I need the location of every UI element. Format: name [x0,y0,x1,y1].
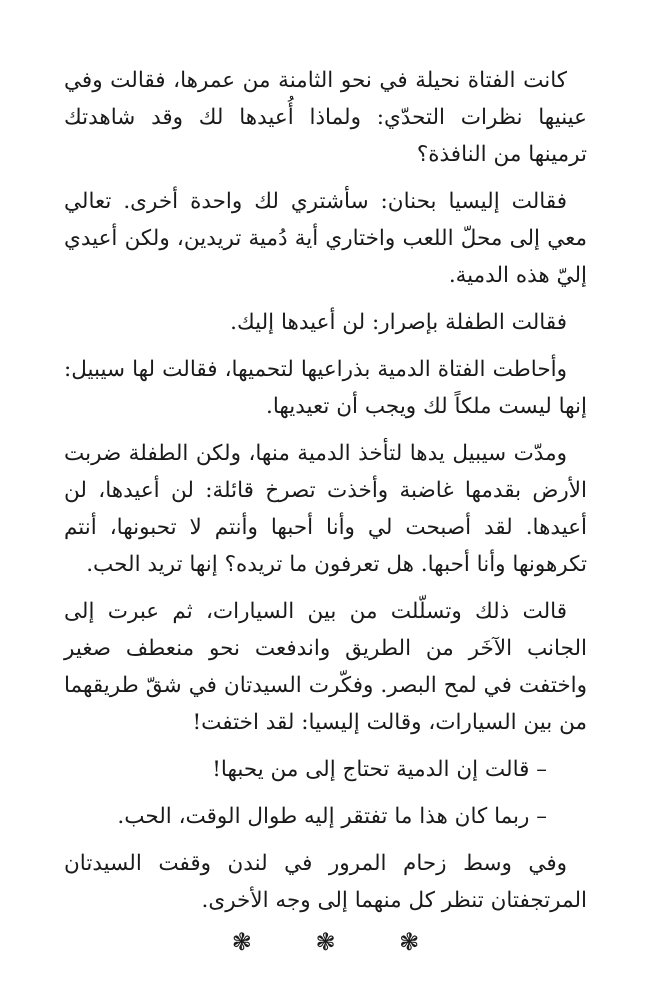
paragraph: قالت ذلك وتسلّلت من بين السيارات، ثم عبرت إلى الجانب الآخَر من الطريق واندفعت نحو منعطف صغير واختفت في لمح البصر. وفكّرت السيدتان في شقّ طريقهما من بين السيارات، وقالت إليسيا: لقد اختفت! [64,599,587,735]
paragraph: فقالت إليسيا بحنان: سأشتري لك واحدة أخرى. تعالي معي إلى محلّ اللعب واختاري أية دُمية تريدين، ولكن أعيدي إليّ هذه الدمية. [64,189,587,288]
dialog-line: – ربما كان هذا ما تفتقر إليه طوال الوقت، الحب. [117,804,547,829]
dialog-line: – قالت إن الدمية تحتاج إلى من يحبها! [212,757,547,782]
paragraph: كانت الفتاة نحيلة في نحو الثامنة من عمرها، فقالت وفي عينيها نظرات التحدّي: ولماذا أُعيدها لك وقد شاهدتك ترمينها من النافذة؟ [64,68,587,167]
paragraph: ومدّت سيبيل يدها لتأخذ الدمية منها، ولكن الطفلة ضربت الأرض بقدمها غاضبة وأخذت تصرخ قائلة: لن أعيدها، لن أعيدها. لقد أصبحت لي وأنا أحبها وأنتم لا تحبونها، أنتم تكرهونها وأنا أحبها. هل تعرفون ما تريده؟ إنها تريد الحب. [64,441,587,577]
paragraph: وفي وسط زحام المرور في لندن وقفت السيدتان المرتجفتان تنظر كل منهما إلى وجه الأخرى. [64,851,587,913]
paragraph: فقالت الطفلة بإصرار: لن أعيدها إليك. [230,310,567,335]
book-page [64,62,587,929]
paragraph: وأحاطت الفتاة الدمية بذراعيها لتحميها، فقالت لها سيبيل: إنها ليست ملكاً لك ويجب أن تعيديها. [64,357,587,419]
section-separator: ❃ ❃ ❃ [231,928,448,956]
